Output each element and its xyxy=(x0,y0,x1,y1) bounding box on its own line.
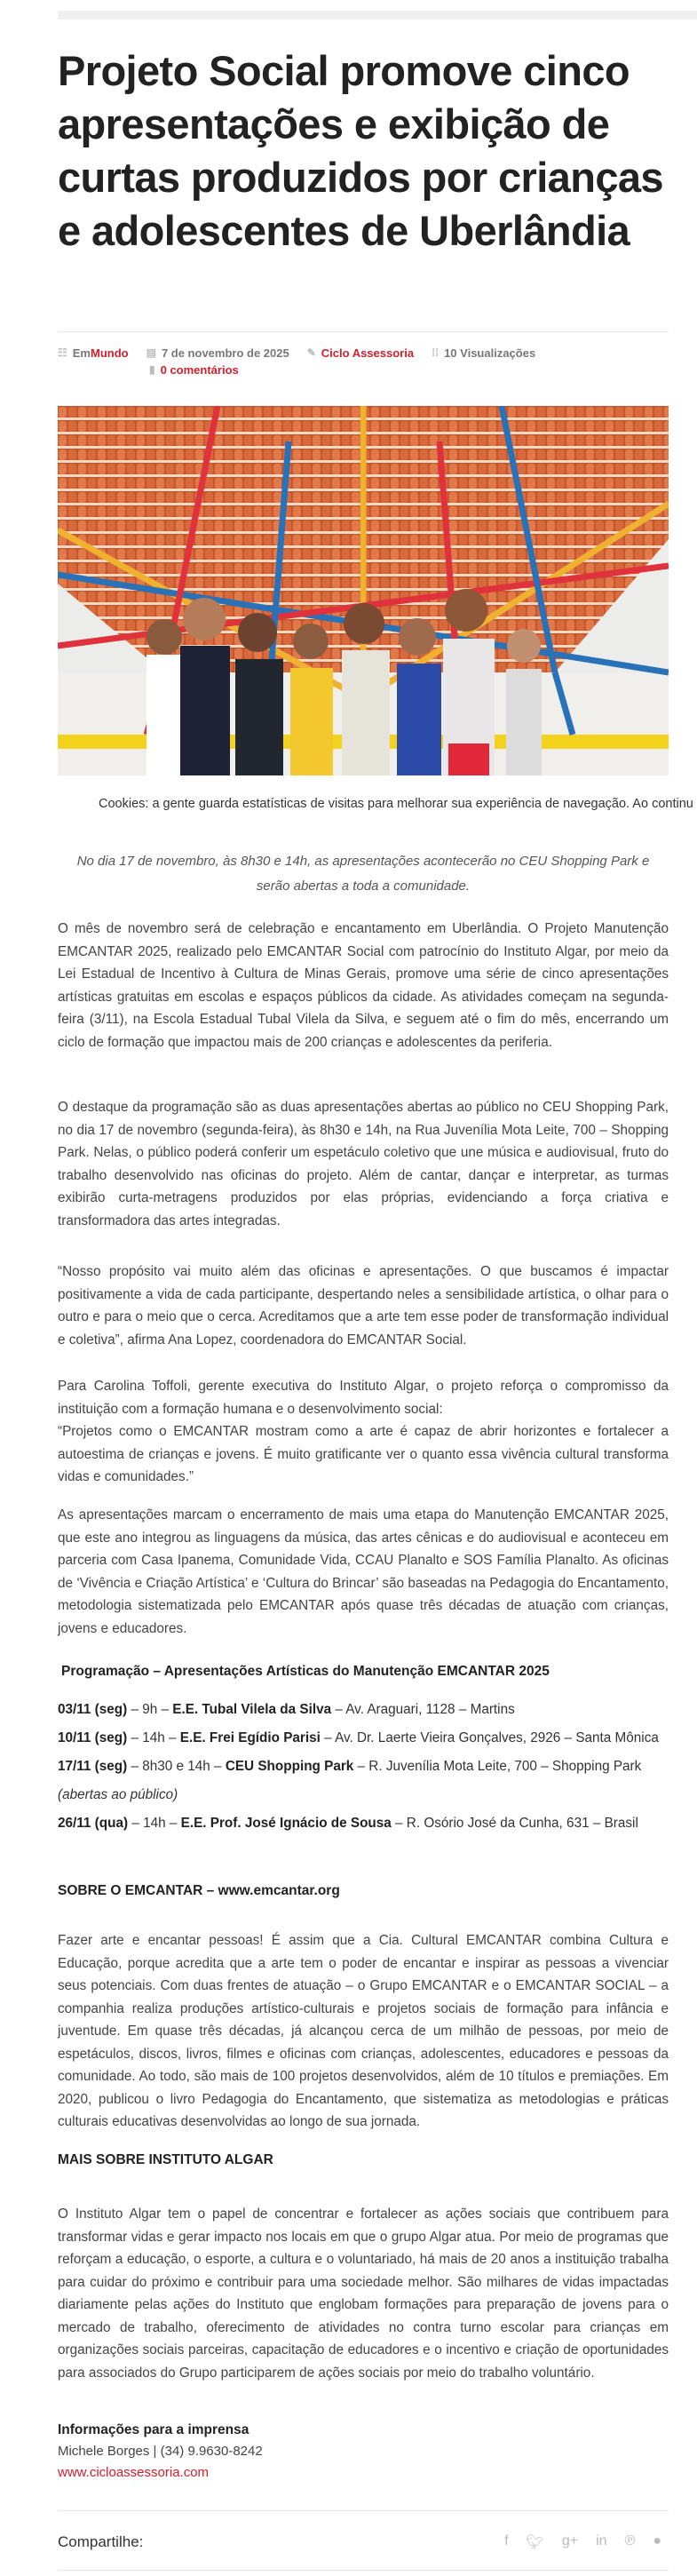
divider xyxy=(58,2510,669,2511)
schedule-venue: E.E. Frei Egídio Parisi xyxy=(179,1730,321,1745)
schedule-address: – Av. Dr. Laerte Vieira Gonçalves, 2926 – Santa Mônica xyxy=(320,1730,659,1745)
schedule-note xyxy=(58,1781,669,1809)
schedule-time: – 8h30 e 14h – xyxy=(127,1759,226,1774)
cookie-notice: Cookies: a gente guarda estatísticas de visitas para melhorar sua experiência de navegação. Ao continu xyxy=(99,797,693,811)
twitter-icon[interactable]: 🐦︎ xyxy=(526,2535,544,2550)
category-link[interactable]: Mundo xyxy=(91,346,129,360)
schedule-item xyxy=(58,1809,669,1838)
article-meta xyxy=(58,345,669,378)
paragraph xyxy=(58,918,669,1053)
schedule-heading: Programação – Apresentações Artísticas do Manutenção EMCANTAR 2025 xyxy=(61,1664,550,1679)
about-algar-text: O Instituto Algar tem o papel de concentrar e fortalecer as ações sociais que contribuem para transformar vidas e gerar impacto nos locais em que o grupo Algar atua. Por meio de programas que reforçam a educação, o esporte, a cultura e o voluntariado, há mais de 20 anos a instituição trabalha para cuidar do próximo e contribuir para uma sociedade melhor. São milhares de vidas impactadas diariamente pelas ações do Instituto que englobam formações para preparação de jovens para o mercado de trabalho, oferecimento de atividades no contra turno escolar para crianças em organizações sociais parceiras, capacitação de educadores e o incentivo e criação de oportunidades para associados do Grupo participarem de ações sociais por meio do trabalho voluntário. xyxy=(58,2206,669,2381)
schedule-date: 26/11 (qua) xyxy=(58,1816,129,1831)
paragraph xyxy=(58,1504,669,1640)
divider xyxy=(58,2570,669,2571)
schedule-time: – 14h – xyxy=(128,1816,181,1831)
schedule-date: 03/11 (seg) xyxy=(58,1702,128,1717)
schedule-date: 17/11 (seg) xyxy=(58,1759,128,1774)
article-lead: No dia 17 de novembro, às 8h30 e 14h, as apresentações acontecerão no CEU Shopping Park e serão abertas a toda a comunidade. xyxy=(76,854,650,894)
date-text: 7 de novembro de 2025 xyxy=(161,346,289,360)
stumbleupon-icon[interactable]: ● xyxy=(653,2533,661,2548)
divider xyxy=(58,331,669,332)
paragraph-text: O mês de novembro será de celebração e encantamento em Uberlândia. O Projeto Manutenção EMCANTAR 2025, realizado pelo EMCANTAR Social com patrocínio do Instituto Algar, por meio da Lei Estadual de Incentivo à Cultura de Minas Gerais, promove uma série de cinco apresentações artísticas gratuitas em escolas e espaços públicos da cidade. As atividades começam na segunda-feira (3/11), na Escola Estadual Tubal Vilela da Silva, e seguem até o fim do mês, encerrando um ciclo de formação que impactou mais de 200 crianças e adolescentes da periferia. xyxy=(58,921,669,1050)
schedule-list xyxy=(58,1696,669,1838)
schedule-time: – 14h – xyxy=(127,1730,180,1745)
author-link[interactable]: Ciclo Assessoria xyxy=(321,346,415,360)
paragraph-text: As apresentações marcam o encerramento de mais uma etapa do Manutenção EMCANTAR 2025, que este ano integrou as linguagens da música, das artes cênicas e do audiovisual e aconteceu em parceria com Casa Ipanema, Comunidade Vida, CCAU Planalto e SOS Família Planalto. As oficinas de ‘Vivência e Criação Artística’ e ‘Cultura do Brincar’ são baseadas na Pedagogia do Encantamento, metodologia sistematizada pelo EMCANTAR após quase três décadas de atuação com crianças, jovens e educadores. xyxy=(58,1507,669,1636)
press-website-link[interactable]: www.cicloassessoria.com xyxy=(58,2465,210,2480)
schedule-item xyxy=(58,1696,669,1724)
schedule-address: – R. Juvenília Mota Leite, 700 – Shopping Park xyxy=(353,1759,642,1774)
category-icon: ☷ xyxy=(58,346,67,359)
share-label: Compartilhe: xyxy=(58,2533,144,2550)
paragraph-text: Para Carolina Toffoli, gerente executiva do Instituto Algar, o projeto reforça o compromisso da instituição com a formação humana e o desenvolvimento social: xyxy=(58,1379,669,1417)
meta-views xyxy=(432,345,535,362)
meta-category xyxy=(58,345,129,362)
calendar-icon: ▤ xyxy=(146,346,156,359)
about-emcantar-text: Fazer arte e encantar pessoas! É assim que a Cia. Cultural EMCANTAR combina Cultura e Educação, porque acredita que a arte tem o poder de encantar e inspirar as pessoas a vivenciar seus potenciais. Com duas frentes de atuação – o Grupo EMCANTAR e o EMCANTAR SOCIAL – a companhia realiza produções artístico-culturais e projetos sociais de formação para infância e juventude. Em quase três décadas, já alcançou cerca de um milhão de pessoas, por meio de espetáculos, discos, livros, filmes e oficinas com crianças, adolescentes, educadores e pessoas da comunidade. Ao todo, são mais de 100 projetos desenvolvidos, além de 10 títulos e premiações. Em 2020, publicou o livro Pedagogia do Encantamento, que sistematiza as metodologias e práticas culturais educativas desenvolvidas ao longo de sua jornada. xyxy=(58,1933,669,2129)
schedule-date: 10/11 (seg) xyxy=(58,1730,128,1745)
press-info xyxy=(58,2420,669,2484)
about-algar-heading: MAIS SOBRE INSTITUTO ALGAR xyxy=(58,2152,273,2167)
views-text: 10 Visualizações xyxy=(444,346,536,360)
views-icon: ⁞⁞ xyxy=(432,346,440,359)
schedule-item xyxy=(58,1724,669,1753)
press-heading: Informações para a imprensa xyxy=(58,2422,249,2437)
schedule-item xyxy=(58,1753,669,1781)
meta-comments xyxy=(58,362,651,378)
paragraph xyxy=(58,1375,669,1489)
meta-author xyxy=(307,345,414,362)
about-emcantar-heading: SOBRE O EMCANTAR – www.emcantar.org xyxy=(58,1883,340,1898)
about-emcantar xyxy=(58,1929,669,2134)
comment-icon: ▮ xyxy=(149,363,155,376)
share-bar xyxy=(58,2533,669,2551)
featured-image xyxy=(58,406,669,775)
share-icons xyxy=(504,2533,661,2551)
linkedin-icon[interactable]: in xyxy=(596,2533,607,2548)
paragraph-text: O destaque da programação são as duas apresentações abertas ao público no CEU Shopping Park, no dia 17 de novembro (segunda-feira), às 8h30 e 14h, na Rua Juvenília Mota Leite, 700 – Shopping Park. Nelas, o público poderá conferir um espetáculo coletivo que une música e audiovisual, fruto do trabalho desenvolvido nas oficinas do projeto. Além de cantar, dançar e interpretar, as turmas exibirão curta-metragens produzidos por elas próprias, evidenciando a força criativa e transformadora das artes integradas. xyxy=(58,1100,669,1228)
meta-date xyxy=(147,345,289,362)
google-plus-icon[interactable]: g+ xyxy=(561,2533,579,2548)
comments-link[interactable]: 0 comentários xyxy=(160,363,239,377)
category-prefix: Em xyxy=(72,346,91,360)
quote-text: “Projetos como o EMCANTAR mostram como a arte é capaz de abrir horizontes e fortalecer a autoestima de crianças e jovens. É muito gratificante ver o quanto essa vivência cultural transforma vidas e comunidades.” xyxy=(58,1424,669,1484)
about-algar xyxy=(58,2203,669,2384)
schedule-address: – Av. Araguari, 1128 – Martins xyxy=(331,1702,515,1717)
paragraph-text: “Nosso propósito vai muito além das oficinas e apresentações. O que buscamos é impactar positivamente a vida de cada participante, despertando neles a sensibilidade artística, o olhar para o outro e para o meio que o cerca. Acreditamos que a arte tem esse poder de transformação individual e coletiva”, afirma Ana Lopez, coordenadora do EMCANTAR Social. xyxy=(58,1264,669,1348)
top-bar xyxy=(58,11,697,20)
press-contact: Michele Borges | (34) 9.9630-8242 xyxy=(58,2444,263,2459)
schedule-venue: CEU Shopping Park xyxy=(225,1759,354,1774)
pencil-icon: ✎ xyxy=(306,346,316,359)
paragraph xyxy=(58,1260,669,1351)
schedule-address: – R. Osório José da Cunha, 631 – Brasil xyxy=(391,1816,638,1831)
schedule-venue: E.E. Tubal Vilela da Silva xyxy=(172,1702,332,1717)
paragraph xyxy=(58,1096,669,1232)
schedule-note-text: (abertas ao público) xyxy=(58,1787,178,1802)
pinterest-icon[interactable]: ℗ xyxy=(624,2533,636,2548)
article-header xyxy=(58,44,669,258)
facebook-icon[interactable]: f xyxy=(504,2533,509,2548)
article-title: Projeto Social promove cinco apresentações e exibição de curtas produzidos por crianças e adolescentes de Uberlândia xyxy=(58,47,663,254)
schedule-venue: E.E. Prof. José Ignácio de Sousa xyxy=(180,1816,392,1831)
children-group-photo xyxy=(58,406,669,775)
schedule-time: – 9h – xyxy=(127,1702,173,1717)
